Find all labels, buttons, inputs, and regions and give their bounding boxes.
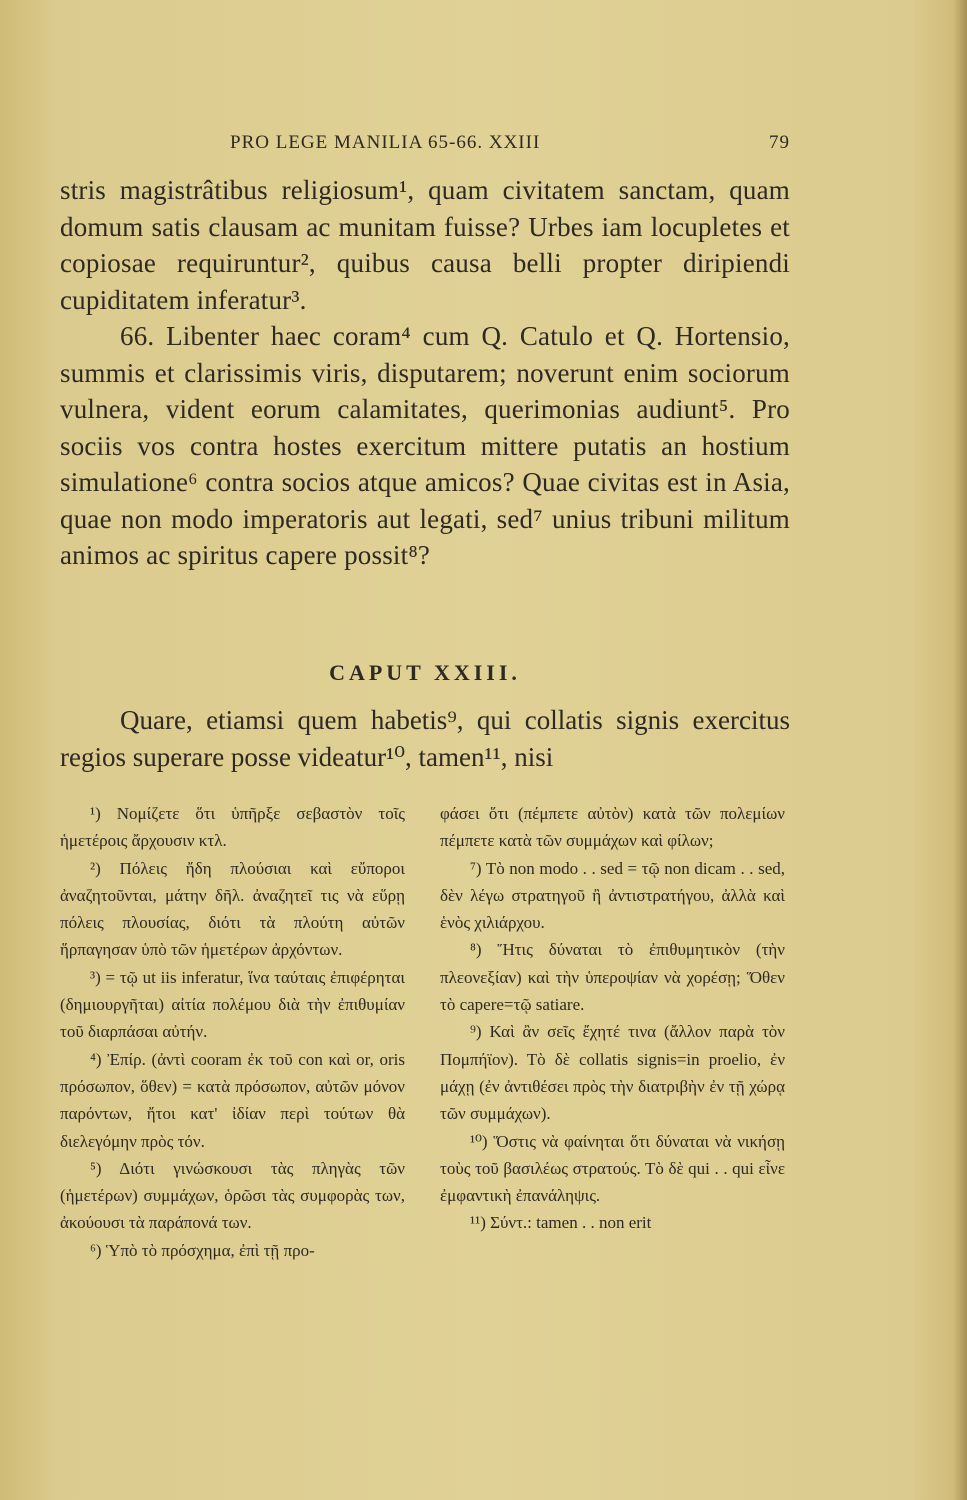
footnote-9: ⁹) Καὶ ἂν σεῖς ἔχητέ τινα (ἄλλον παρὰ τὸν Πομπήϊον). Τὸ δὲ collatis signis=in proelio, ἐν μάχῃ (ἐν ἀντιθέσει πρὸς τὴν διατριβὴν ἐν τῇ χώρᾳ τῶν συμμάχων).	[440, 1022, 785, 1124]
chapter-paragraph: Quare, etiamsi quem habetis⁹, qui collatis signis exercitus regios superare posse videatur¹⁰, tamen¹¹, nisi	[60, 705, 790, 772]
footnote-6-continued: φάσει ὅτι (πέμπετε αὐτὸν) κατὰ τῶν πολεμίων πέμπετε κατὰ τῶν συμμάχων καὶ φίλων;	[440, 804, 785, 851]
footnotes-left-column	[60, 800, 405, 1264]
footnote-3: ³) = τῷ ut iis inferatur, ἵνα ταύταις ἐπιφέρηται (δημιουργῆται) αἰτία πολέμου διὰ τὴν ἐπιθυμίαν τοῦ διαρπάσαι αὐτήν.	[60, 967, 405, 1042]
paragraph-continued: stris magistrâtibus religiosum¹, quam civitatem sanctam, quam domum satis clausam ac munitam fuisse? Urbes iam locupletes et copiosae requiruntur², quibus causa belli propter diripiendi cupiditatem inferatur³.	[60, 175, 790, 315]
running-head-title: PRO LEGE MANILIA 65-66. XXIII	[230, 132, 541, 153]
footnote-10: ¹⁰) Ὅστις νὰ φαίνηται ὅτι δύναται νὰ νικήσῃ τοὺς τοῦ βασιλέως στρατούς. Τὸ δὲ qui . . qui εἶνε ἐμφαντικὴ ἐπανάληψις.	[440, 1131, 785, 1206]
footnote-7: ⁷) Τὸ non modo . . sed = τῷ non dicam . . sed, δὲν λέγω στρατηγοῦ ἢ ἀντιστρατήγου, ἀλλὰ καὶ ἑνὸς χιλιάρχου.	[440, 858, 785, 933]
paragraph-66: 66. Libenter haec coram⁴ cum Q. Catulo et Q. Hortensio, summis et clarissimis viris, disputarem; noverunt enim sociorum vulnera, vident eorum calamitates, querimonias audiunt⁵. Pro sociis vos contra hostes exercitum mittere putatis an hostium simulatione⁶ contra socios atque amicos? Quae civitas est in Asia, quae non modo imperatoris aut legati, sed⁷ unius tribuni militum animos ac spiritus capere possit⁸?	[60, 321, 790, 570]
footnote-1: ¹) Νομίζετε ὅτι ὑπῆρξε σεβαστὸν τοῖς ἡμετέροις ἄρχουσιν κτλ.	[60, 804, 405, 851]
page-number: 79	[769, 132, 790, 153]
footnote-5: ⁵) Διότι γινώσκουσι τὰς πληγὰς τῶν (ἡμετέρων) συμμάχων, ὁρῶσι τὰς συμφορὰς των, ἀκούουσι τὰ παράπονά των.	[60, 1158, 405, 1233]
chapter-text	[60, 702, 790, 775]
footnote-11: ¹¹) Σύντ.: tamen . . non erit	[470, 1213, 652, 1233]
footnote-2: ²) Πόλεις ἤδη πλούσιαι καὶ εὔποροι ἀναζητοῦνται, μάτην δῆλ. ἀναζητεῖ τις νὰ εὕρῃ πόλεις πλουσίας, διότι τὰ πλούτη αὐτῶν ἥρπαγησαν ὑπὸ τῶν ἡμετέρων ἀρχόντων.	[60, 858, 405, 960]
footnotes	[60, 800, 790, 1400]
footnotes-right-column	[440, 800, 785, 1237]
footnote-6: ⁶) Ὑπὸ τὸ πρόσχημα, ἐπὶ τῇ προ-	[90, 1240, 315, 1260]
chapter-heading: CAPUT XXIII.	[329, 660, 521, 685]
footnote-8: ⁸) Ἥτις δύναται τὸ ἐπιθυμητικὸν (τὴν πλεονεξίαν) καὶ τὴν ὑπεροψίαν νὰ χορέσῃ; Ὅθεν τὸ capere=τῷ satiare.	[440, 940, 785, 1015]
footnote-4: ⁴) Ἐπίρ. (ἀντὶ cooram ἐκ τοῦ con καὶ or, oris πρόσωπον, ὅθεν) = κατὰ πρόσωπον, αὐτῶν μόνον παρόντων, ἤτοι κατ' ἰδίαν περὶ τούτων θὰ διελεγόμην πρὸς τόν.	[60, 1049, 405, 1151]
main-text	[60, 172, 790, 574]
